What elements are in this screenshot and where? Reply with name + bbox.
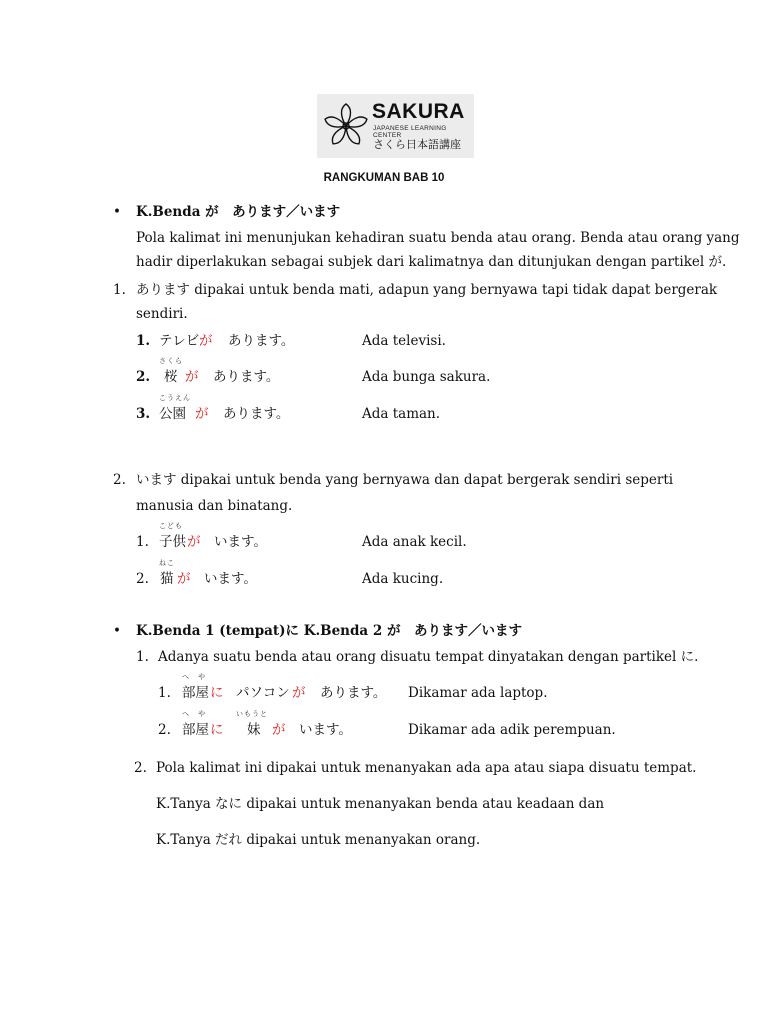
- example-particle: が: [199, 333, 213, 349]
- example-number: 1.: [136, 534, 149, 550]
- example-number: 1.: [136, 333, 151, 349]
- section2-point1-text: Adanya suatu benda atau orang disuatu tempat dinyatakan dengan partikel に.: [158, 649, 699, 665]
- example-particle: が: [185, 369, 199, 385]
- section1-bullet: •: [113, 204, 121, 220]
- example-verb: あります。: [320, 685, 387, 701]
- example-noun-place: 部屋: [182, 722, 209, 738]
- section1-desc-line2: hadir diperlakukan sebagai subjek dari kalimatnya dan ditunjukan dengan partikel が.: [136, 254, 727, 270]
- point2-line1: います dipakai untuk benda yang bernyawa dan dapat bergerak sendiri seperti: [136, 472, 674, 488]
- section2-bullet: •: [113, 623, 121, 639]
- example-particle: が: [187, 534, 201, 550]
- example-meaning: Dikamar ada laptop.: [408, 685, 548, 701]
- example-meaning: Ada kucing.: [362, 571, 444, 587]
- section2-point1-number: 1.: [136, 649, 149, 665]
- example-noun-object: パソコン: [236, 685, 290, 701]
- example-verb: います。: [299, 722, 352, 738]
- point1-line2: sendiri.: [136, 306, 188, 322]
- sakura-flower-icon: [320, 100, 372, 152]
- example-verb: あります。: [223, 406, 290, 422]
- example-meaning: Ada anak kecil.: [362, 534, 467, 550]
- example-particle-ga: が: [272, 722, 286, 738]
- example-noun-object: 妹: [247, 722, 261, 738]
- example-meaning: Ada bunga sakura.: [362, 369, 491, 385]
- point1-number: 1.: [113, 282, 126, 298]
- document-title: RANGKUMAN BAB 10: [323, 172, 445, 184]
- section2-point2-text: Pola kalimat ini dipakai untuk menanyakan ada apa atau siapa disuatu tempat.: [156, 760, 697, 776]
- point2-number: 2.: [113, 472, 126, 488]
- example-number: 3.: [136, 406, 151, 422]
- logo-wordmark: SAKURA: [372, 100, 465, 123]
- example-meaning: Ada televisi.: [362, 333, 446, 349]
- example-number: 2.: [158, 722, 171, 738]
- logo-subtitle: JAPANESE LEARNING CENTER: [373, 125, 447, 139]
- example-furigana: こども: [159, 522, 183, 530]
- question-word-nani-line: K.Tanya なに dipakai untuk menanyakan benda atau keadaan dan: [156, 796, 605, 812]
- example-noun: 子供: [159, 534, 186, 550]
- section1-heading: K.Benda が あります／います: [136, 204, 341, 220]
- point2-line2: manusia dan binatang.: [136, 498, 293, 514]
- section1-desc-line1: Pola kalimat ini menunjukan kehadiran suatu benda atau orang. Benda atau orang yang: [136, 230, 740, 246]
- example-number: 1.: [158, 685, 171, 701]
- section2-point2-number: 2.: [134, 760, 147, 776]
- example-noun: 猫: [160, 571, 174, 587]
- example-furigana: ねこ: [159, 559, 175, 567]
- example-noun-place: 部屋: [182, 685, 209, 701]
- example-furigana: こうえん: [159, 394, 191, 402]
- example-furigana: へ や: [182, 673, 206, 681]
- example-meaning: Dikamar ada adik perempuan.: [408, 722, 616, 738]
- example-furigana: へ や: [182, 710, 206, 718]
- example-verb: います。: [214, 534, 267, 550]
- example-particle-ni: に: [210, 722, 224, 738]
- example-noun: 公園: [159, 406, 186, 422]
- sakura-logo: [317, 94, 474, 158]
- example-verb: います。: [204, 571, 257, 587]
- example-furigana: さくら: [159, 357, 183, 365]
- example-particle: が: [177, 571, 191, 587]
- example-noun: テレビ: [159, 333, 200, 349]
- section2-heading: K.Benda 1 (tempat)に K.Benda 2 が あります／います: [136, 623, 522, 639]
- example-verb: あります。: [228, 333, 295, 349]
- example-particle: が: [195, 406, 209, 422]
- question-word-dare-line: K.Tanya だれ dipakai untuk menanyakan orang.: [156, 832, 481, 848]
- logo-japanese-name: さくら日本語講座: [373, 138, 461, 151]
- example-noun: 桜: [164, 369, 178, 385]
- example-number: 2.: [136, 571, 149, 587]
- example-particle-ni: に: [210, 685, 224, 701]
- example-verb: あります。: [213, 369, 280, 385]
- example-furigana: いもうと: [236, 710, 268, 718]
- example-particle-ga: が: [292, 685, 306, 701]
- example-meaning: Ada taman.: [362, 406, 441, 422]
- point1-line1: あります dipakai untuk benda mati, adapun yang bernyawa tapi tidak dapat bergerak: [136, 282, 718, 298]
- example-number: 2.: [136, 369, 151, 385]
